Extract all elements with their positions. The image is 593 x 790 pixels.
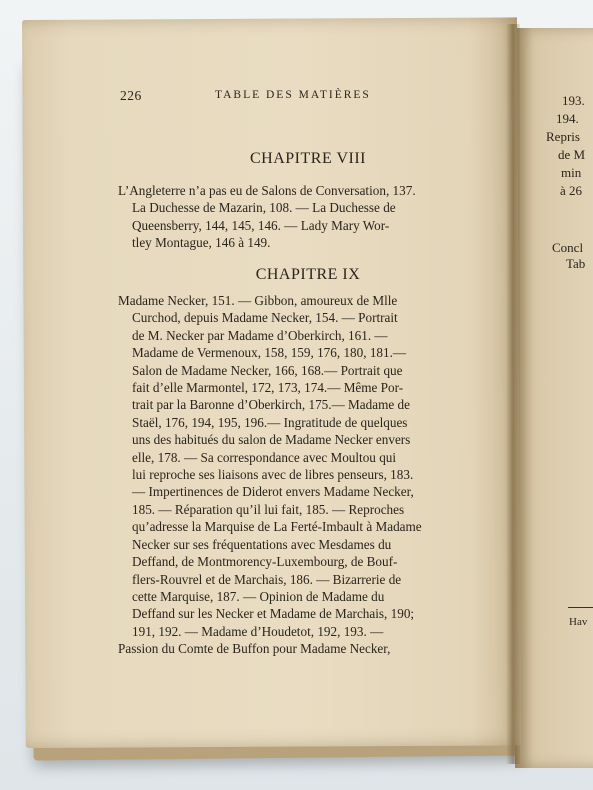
text-line: uns des habitués du salon de Madame Necker envers xyxy=(132,432,411,448)
text-line: Salon de Madame Necker, 166, 168.— Portrait que xyxy=(132,362,403,378)
text-line: 191, 192. — Madame d’Houdetot, 192, 193. — xyxy=(132,623,384,639)
text-line: de M. Necker par Madame d’Oberkirch, 161. — xyxy=(132,327,388,343)
book-gutter xyxy=(506,24,520,764)
text-line: Deffand sur les Necker et Madame de Marchais, 190; xyxy=(132,606,415,622)
chapter-heading-ix: CHAPITRE IX xyxy=(255,266,361,283)
text-line: fait d’elle Marmontel, 172, 173, 174.— Même Por- xyxy=(132,380,404,396)
right-page-fragment: Hav xyxy=(569,616,588,628)
text-line: qu’adresse la Marquise de La Ferté-Imbault à Madame xyxy=(132,519,422,535)
text-line: Staël, 176, 194, 195, 196.— Ingratitude de quelques xyxy=(132,414,408,430)
text-line: 185. — Réparation qu’il lui fait, 185. — Reproches xyxy=(132,501,405,517)
right-page-fragment: 194. xyxy=(556,111,579,126)
right-page-fragment: de M xyxy=(558,147,586,162)
chapter-viii-entry xyxy=(118,182,500,252)
text-line: Necker sur ses fréquentations avec Mesdames du xyxy=(132,536,392,552)
text-line: elle, 178. — Sa correspondance avec Moultou qui xyxy=(132,449,397,465)
right-page-fragment: Repris xyxy=(546,129,580,144)
text-line: trait par la Baronne d’Oberkirch, 175.— Madame de xyxy=(132,397,410,413)
right-page-fragment: Concl xyxy=(552,240,584,255)
right-page-fragment: 193. xyxy=(562,93,585,108)
chapter-ix-entry xyxy=(118,292,500,658)
right-page-fragment: Tab xyxy=(566,256,586,271)
running-title: TABLE DES MATIÈRES xyxy=(215,89,371,101)
right-page-rule xyxy=(568,607,593,608)
text-line: Madame Necker, 151. — Gibbon, amoureux de Mlle xyxy=(118,293,398,308)
text-line: — Impertinences de Diderot envers Madame Necker, xyxy=(132,484,414,500)
text-line: Queensberry, 144, 145, 146. — Lady Mary Wor- xyxy=(132,217,390,233)
text-line: L’Angleterre n’a pas eu de Salons de Conversation, 137. xyxy=(118,183,416,198)
text-line: Madame de Vermenoux, 158, 159, 176, 180, 181.— xyxy=(132,345,407,361)
right-page-fragment: min xyxy=(561,165,582,180)
right-page-fragment: à 26 xyxy=(560,183,583,198)
text-line: Passion du Comte de Buffon pour Madame Necker, xyxy=(118,641,391,657)
text-line: Deffand, de Montmorency-Luxembourg, de Bouf- xyxy=(132,554,398,570)
chapter-heading-viii: CHAPITRE VIII xyxy=(250,150,366,167)
text-line: La Duchesse de Mazarin, 108. — La Duchesse de xyxy=(132,200,396,216)
text-line: tley Montague, 146 à 149. xyxy=(132,235,271,251)
text-line: flers-Rouvrel et de Marchais, 186. — Bizarrerie de xyxy=(132,571,402,587)
page-number: 226 xyxy=(120,88,142,103)
text-line: Curchod, depuis Madame Necker, 154. — Portrait xyxy=(132,310,398,326)
text-line: cette Marquise, 187. — Opinion de Madame du xyxy=(132,588,385,604)
text-line: lui reproche ses liaisons avec de libres penseurs, 183. xyxy=(132,467,414,483)
